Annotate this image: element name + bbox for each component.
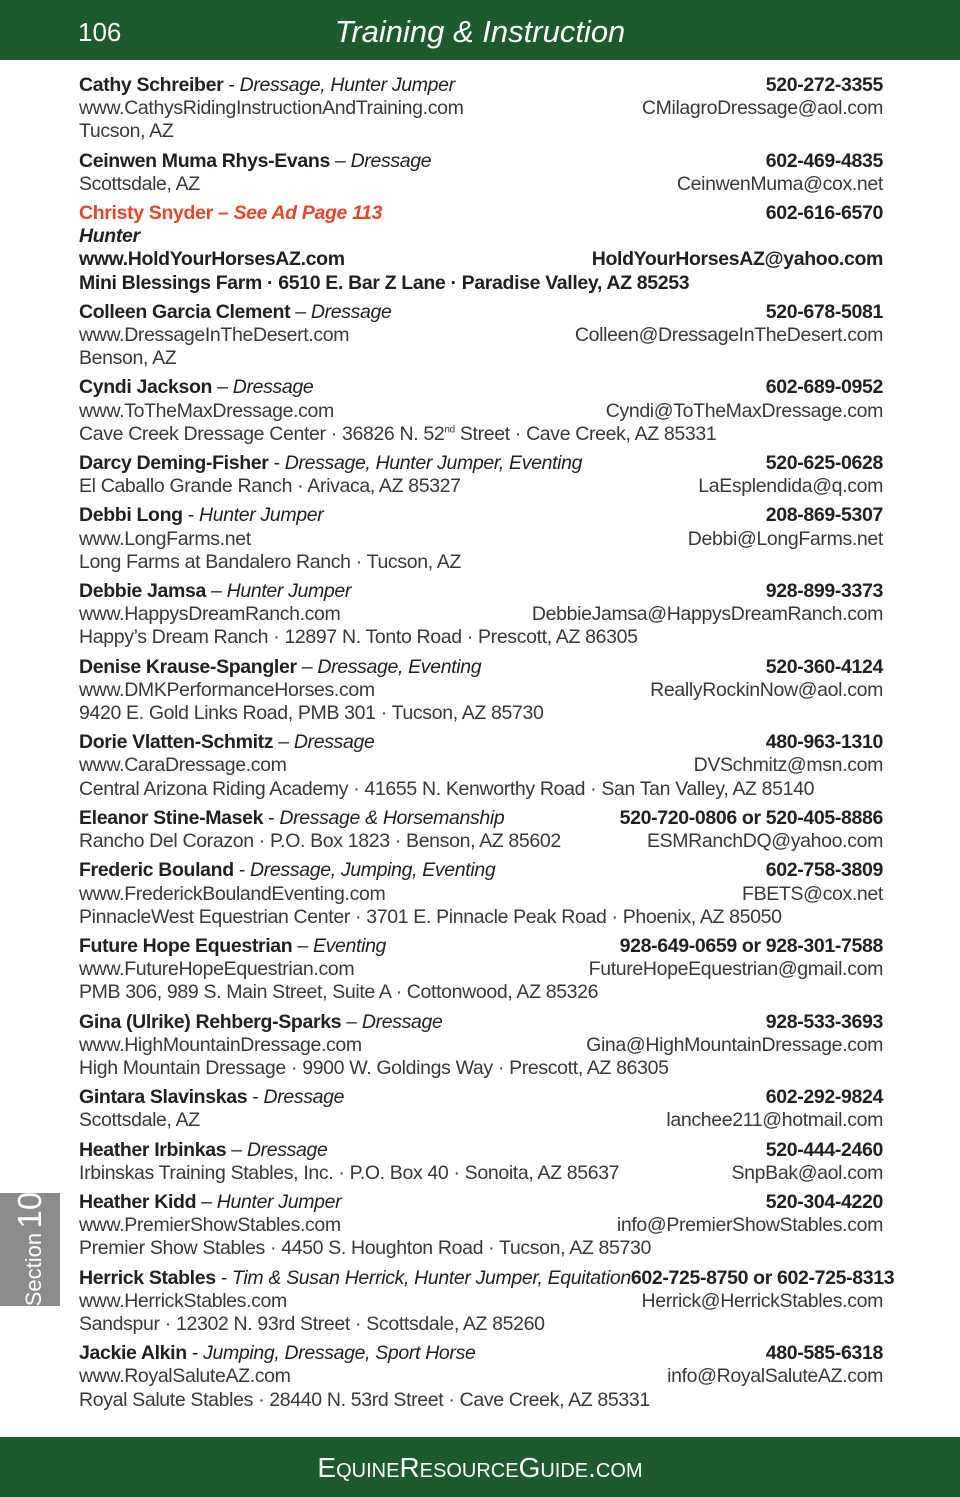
entry-name: Cathy Schreiber	[79, 74, 224, 96]
entry-address: Happy’s Dream Ranch · 12897 N. Tonto Road · Prescott, AZ 86305	[79, 626, 638, 649]
entry-website[interactable]: www.ToTheMaxDressage.com	[79, 399, 334, 422]
entry-website[interactable]: www.DMKPerformanceHorses.com	[79, 678, 375, 701]
entry-disciplines: Hunter Jumper	[216, 1190, 342, 1213]
entry-name: Dorie Vlatten-Schmitz	[79, 731, 274, 754]
listing-entry: Denise Krause-Spangler – Dressage, Eventing 520-360-4124 www.DMKPerformanceHorses.com ReallyRockinNow@aol.com 9420 E. Gold Links Road, PMB 301 · Tucson, AZ 85730	[79, 655, 883, 725]
entry-address: Royal Salute Stables · 28440 N. 53rd Street · Cave Creek, AZ 85331	[79, 1388, 650, 1411]
page-title: Training & Instruction	[334, 14, 626, 49]
entry-location: Scottsdale, AZ	[79, 1109, 200, 1132]
entry-location: Scottsdale, AZ	[79, 172, 200, 195]
listing-entry: Gintara Slavinskas - Dressage 602-292-9824 Scottsdale, AZ lanchee211@hotmail.com	[79, 1086, 883, 1132]
entry-address: Long Farms at Bandalero Ranch · Tucson, AZ	[79, 550, 462, 573]
listing-entry: Debbi Long - Hunter Jumper 208-869-5307 www.LongFarms.net Debbi@LongFarms.net Long Farms at Bandalero Ranch · Tucson, AZ	[79, 504, 883, 573]
entry-disciplines: Tim & Susan Herrick, Hunter Jumper, Equitation	[232, 1266, 631, 1289]
entry-phone[interactable]: 602-469-4835	[765, 149, 883, 172]
entry-address: Mini Blessings Farm · 6510 E. Bar Z Lane · Paradise Valley, AZ 85253	[79, 271, 690, 294]
entry-address: PinnacleWest Equestrian Center · 3701 E. Pinnacle Peak Road · Phoenix, AZ 85050	[79, 905, 782, 928]
entry-phone[interactable]: 928-533-3693	[765, 1010, 883, 1033]
entry-name: Heather Kidd	[79, 1190, 197, 1213]
entry-website[interactable]: www.HerrickStables.com	[79, 1289, 287, 1312]
listing-entry: Dorie Vlatten-Schmitz – Dressage 480-963-1310 www.CaraDressage.com DVSchmitz@msn.com Central Arizona Riding Academy · 41655 N. Kenworthy Road · San Tan Valley, AZ 85140	[79, 731, 883, 800]
entry-email[interactable]: Cyndi@ToTheMaxDressage.com	[605, 399, 883, 422]
entry-address: Benson, AZ	[79, 347, 177, 370]
entry-website[interactable]: www.FutureHopeEquestrian.com	[79, 958, 355, 981]
entry-name: Herrick Stables	[79, 1266, 216, 1289]
entry-phone[interactable]: 602-689-0952	[765, 376, 883, 399]
entry-name: Jackie Alkin	[79, 1342, 187, 1365]
entry-address: Cave Creek Dressage Center · 36826 N. 52nd Street · Cave Creek, AZ 85331	[79, 422, 717, 445]
entry-name: Cyndi Jackson	[79, 376, 213, 399]
directory-listing	[79, 74, 895, 1418]
entry-address: 9420 E. Gold Links Road, PMB 301 · Tucson, AZ 85730	[79, 702, 544, 725]
entry-phone[interactable]: 520-272-3355	[765, 74, 883, 96]
page-number: 106	[78, 17, 122, 47]
section-tab-label	[11, 1192, 49, 1307]
entry-phone[interactable]: 520-360-4124	[765, 655, 883, 678]
entry-name: Eleanor Stine-Masek	[79, 806, 264, 829]
entry-website[interactable]: www.HappysDreamRanch.com	[79, 603, 341, 626]
entry-email[interactable]: Colleen@DressageInTheDesert.com	[574, 324, 883, 347]
entry-disciplines: Dressage	[232, 376, 314, 399]
entry-disciplines: Dressage	[263, 1086, 345, 1109]
entry-email[interactable]: CeinwenMuma@cox.net	[676, 172, 883, 195]
entry-email[interactable]: ESMRanchDQ@yahoo.com	[646, 830, 883, 853]
section-word: Section	[21, 1232, 46, 1307]
entry-email[interactable]: DebbieJamsa@HappysDreamRanch.com	[531, 603, 883, 626]
entry-address: High Mountain Dressage · 9900 W. Goldings Way · Prescott, AZ 86305	[79, 1056, 669, 1079]
entry-disciplines: Hunter Jumper	[199, 504, 324, 527]
entry-name: Christy Snyder	[79, 202, 213, 225]
entry-disciplines: Hunter Jumper	[226, 580, 352, 603]
listing-entry: Cyndi Jackson – Dressage 602-689-0952 www.ToTheMaxDressage.com Cyndi@ToTheMaxDressage.com Cave Creek Dressage Center · 36826 N. 52nd Street · Cave Creek, AZ 85331	[79, 376, 883, 445]
entry-website[interactable]: www.FrederickBoulandEventing.com	[79, 882, 386, 905]
entry-disciplines: Dressage, Eventing	[317, 655, 482, 678]
entry-name: Gina (Ulrike) Rehberg-Sparks	[79, 1010, 342, 1033]
listing-entry: Ceinwen Muma Rhys-Evans – Dressage 602-469-4835 Scottsdale, AZ CeinwenMuma@cox.net	[79, 149, 883, 195]
entry-email[interactable]: info@PremierShowStables.com	[616, 1214, 883, 1237]
entry-email[interactable]: FBETS@cox.net	[742, 882, 883, 905]
entry-disciplines: Dressage, Hunter Jumper	[239, 74, 455, 96]
listing-entry: Eleanor Stine-Masek - Dressage & Horsemanship 520-720-0806 or 520-405-8886 Rancho Del Corazon · P.O. Box 1823 · Benson, AZ 85602 ESMRanchDQ@yahoo.com	[79, 806, 883, 853]
entry-address: Premier Show Stables · 4450 S. Houghton Road · Tucson, AZ 85730	[79, 1237, 651, 1260]
entry-phone[interactable]: 480-585-6318	[765, 1342, 883, 1365]
listing-entry: Gina (Ulrike) Rehberg-Sparks – Dressage 928-533-3693 www.HighMountainDressage.com Gina@HighMountainDressage.com High Mountain Dressage · 9900 W. Goldings Way · Prescott, AZ 86305	[79, 1010, 883, 1079]
page-footer	[0, 1437, 960, 1497]
entry-disciplines: Dressage	[310, 300, 392, 323]
entry-email[interactable]: DVSchmitz@msn.com	[693, 754, 883, 777]
entry-location: Irbinskas Training Stables, Inc. · P.O. Box 40 · Sonoita, AZ 85637	[79, 1161, 620, 1184]
entry-name: Ceinwen Muma Rhys-Evans	[79, 149, 330, 172]
entry-disciplines: Eventing	[312, 934, 387, 957]
listing-entry-featured: Christy Snyder – See Ad Page 113 602-616-6570 Hunter www.HoldYourHorsesAZ.com HoldYourHorsesAZ@yahoo.com Mini Blessings Farm · 6510 E. Bar Z Lane · Paradise Valley, AZ 85253	[79, 202, 883, 294]
entry-name: Denise Krause-Spangler	[79, 655, 297, 678]
entry-website[interactable]: www.CathysRidingInstructionAndTraining.com	[79, 97, 464, 120]
entry-email[interactable]: HoldYourHorsesAZ@yahoo.com	[591, 248, 883, 271]
entry-name: Darcy Deming-Fisher	[79, 452, 269, 475]
listing-entry: Darcy Deming-Fisher - Dressage, Hunter Jumper, Eventing 520-625-0628 El Caballo Grande Ranch · Arivaca, AZ 85327 LaEsplendida@q.com	[79, 452, 883, 498]
listing-entry: Debbie Jamsa – Hunter Jumper 928-899-3373 www.HappysDreamRanch.com DebbieJamsa@HappysDreamRanch.com Happy’s Dream Ranch · 12897 N. Tonto Road · Prescott, AZ 86305	[79, 580, 883, 649]
entry-phone[interactable]: 520-304-4220	[765, 1190, 883, 1213]
entry-name: Future Hope Equestrian	[79, 934, 293, 957]
entry-website[interactable]: www.RoyalSaluteAZ.com	[79, 1365, 291, 1388]
entry-email[interactable]: Gina@HighMountainDressage.com	[586, 1033, 883, 1056]
entry-location: Rancho Del Corazon · P.O. Box 1823 · Benson, AZ 85602	[79, 830, 561, 853]
entry-phone[interactable]: 208-869-5307	[765, 504, 883, 527]
entry-disciplines: Dressage, Hunter Jumper, Eventing	[284, 452, 583, 475]
entry-email[interactable]: info@RoyalSaluteAZ.com	[667, 1365, 883, 1388]
entry-phone[interactable]: 602-725-8750 or 602-725-8313	[630, 1266, 895, 1289]
entry-website[interactable]: www.HighMountainDressage.com	[79, 1033, 362, 1056]
entry-address: Sandspur · 12302 N. 93rd Street · Scottsdale, AZ 85260	[79, 1312, 545, 1335]
entry-phone[interactable]: 520-625-0628	[765, 452, 883, 475]
entry-email[interactable]: Debbi@LongFarms.net	[687, 527, 883, 550]
entry-phone[interactable]: 480-963-1310	[765, 731, 883, 754]
entry-email[interactable]: ReallyRockinNow@aol.com	[650, 678, 883, 701]
listing-entry: Heather Kidd – Hunter Jumper 520-304-4220 www.PremierShowStables.com info@PremierShowStables.com Premier Show Stables · 4450 S. Houghton Road · Tucson, AZ 85730	[79, 1190, 883, 1260]
entry-website[interactable]: www.LongFarms.net	[79, 527, 251, 550]
entry-disciplines: Dressage	[293, 731, 375, 754]
entry-website[interactable]: www.PremierShowStables.com	[79, 1214, 341, 1237]
entry-ad-reference[interactable]: See Ad Page 113	[233, 202, 383, 225]
entry-phone[interactable]: 928-649-0659 or 928-301-7588	[619, 934, 883, 957]
entry-disciplines: Dressage & Horsemanship	[279, 806, 505, 829]
entry-disciplines: Dressage	[246, 1138, 328, 1161]
entry-disciplines: Jumping, Dressage, Sport Horse	[203, 1342, 476, 1365]
section-number: 10	[11, 1191, 48, 1229]
entry-disciplines: Hunter	[79, 225, 140, 248]
entry-address: PMB 306, 989 S. Main Street, Suite A · Cottonwood, AZ 85326	[79, 981, 599, 1004]
entry-location: El Caballo Grande Ranch · Arivaca, AZ 85327	[79, 475, 461, 498]
entry-name: Gintara Slavinskas	[79, 1086, 248, 1109]
entry-website[interactable]: www.HoldYourHorsesAZ.com	[79, 248, 345, 271]
entry-email[interactable]: SnpBak@aol.com	[731, 1161, 883, 1184]
entry-name: Debbie Jamsa	[79, 580, 206, 603]
entry-name: Colleen Garcia Clement	[79, 300, 291, 323]
entry-name: Frederic Bouland	[79, 859, 234, 882]
entry-address: Central Arizona Riding Academy · 41655 N. Kenworthy Road · San Tan Valley, AZ 85140	[79, 777, 815, 800]
entry-email[interactable]: CMilagroDressage@aol.com	[641, 97, 883, 120]
entry-email[interactable]: FutureHopeEquestrian@gmail.com	[588, 958, 883, 981]
entry-address: Tucson, AZ	[79, 120, 174, 143]
page-header	[0, 0, 960, 60]
entry-phone[interactable]: 520-720-0806 or 520-405-8886	[619, 806, 883, 829]
listing-entry: Colleen Garcia Clement – Dressage 520-678-5081 www.DressageInTheDesert.com Colleen@DressageInTheDesert.com Benson, AZ	[79, 300, 883, 370]
entry-name: Debbi Long	[79, 504, 183, 527]
entry-phone[interactable]: 602-758-3809	[765, 859, 883, 882]
entry-disciplines: Dressage	[350, 149, 432, 172]
entry-email[interactable]: LaEsplendida@q.com	[698, 475, 883, 498]
entry-name: Heather Irbinkas	[79, 1138, 227, 1161]
entry-email[interactable]: Herrick@HerrickStables.com	[641, 1289, 883, 1312]
entry-email[interactable]: lanchee211@hotmail.com	[666, 1109, 883, 1132]
listing-entry: Frederic Bouland - Dressage, Jumping, Eventing 602-758-3809 www.FrederickBoulandEventing.com FBETS@cox.net PinnacleWest Equestrian Center · 3701 E. Pinnacle Peak Road · Phoenix, AZ 85050	[79, 859, 883, 928]
section-tab	[0, 1193, 60, 1306]
entry-phone[interactable]: 520-444-2460	[765, 1138, 883, 1161]
listing-entry: Cathy Schreiber - Dressage, Hunter Jumper 520-272-3355 www.CathysRidingInstructionAndTraining.com CMilagroDressage@aol.com Tucson, AZ	[79, 74, 883, 143]
listing-entry: Herrick Stables - Tim & Susan Herrick, Hunter Jumper, Equitation 602-725-8750 or 602-725-8313 www.HerrickStables.com Herrick@HerrickStables.com Sandspur · 12302 N. 93rd Street · Scottsdale, AZ 85260	[79, 1266, 895, 1335]
entry-phone[interactable]: 928-899-3373	[765, 580, 883, 603]
listing-entry: Future Hope Equestrian – Eventing 928-649-0659 or 928-301-7588 www.FutureHopeEquestrian.com FutureHopeEquestrian@gmail.com PMB 306, 989 S. Main Street, Suite A · Cottonwood, AZ 85326	[79, 934, 883, 1004]
entry-disciplines: Dressage	[361, 1010, 443, 1033]
entry-website[interactable]: www.CaraDressage.com	[79, 754, 287, 777]
entry-website[interactable]: www.DressageInTheDesert.com	[79, 324, 350, 347]
listing-entry: Heather Irbinkas – Dressage 520-444-2460 Irbinskas Training Stables, Inc. · P.O. Box 40 · Sonoita, AZ 85637 SnpBak@aol.com	[79, 1138, 883, 1184]
footer-website[interactable]: EquineResourceGuide.com	[317, 1452, 643, 1483]
entry-phone[interactable]: 602-616-6570	[765, 202, 883, 225]
listing-entry: Jackie Alkin - Jumping, Dressage, Sport Horse 480-585-6318 www.RoyalSaluteAZ.com info@RoyalSaluteAZ.com Royal Salute Stables · 28440 N. 53rd Street · Cave Creek, AZ 85331	[79, 1342, 883, 1411]
entry-phone[interactable]: 602-292-9824	[765, 1086, 883, 1109]
entry-phone[interactable]: 520-678-5081	[765, 300, 883, 323]
entry-disciplines: Dressage, Jumping, Eventing	[250, 859, 496, 882]
